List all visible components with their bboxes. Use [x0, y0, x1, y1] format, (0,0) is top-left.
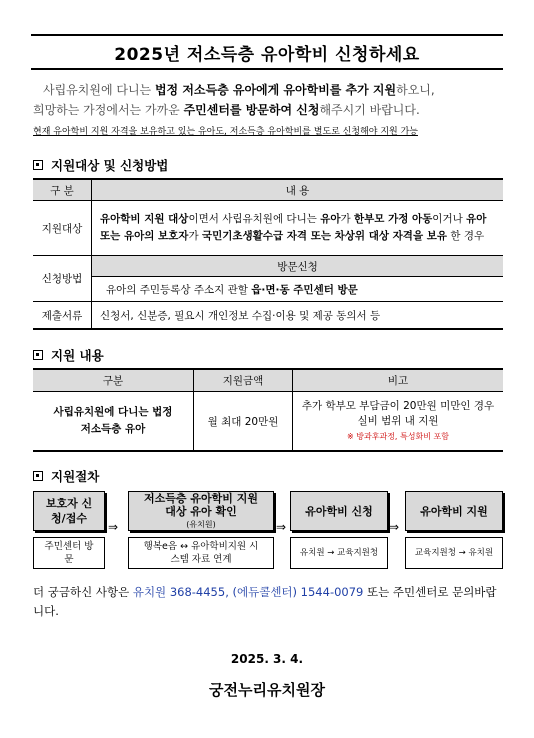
intro-paragraph — [33, 80, 505, 120]
page-title: 2025년 저소득층 유아학비 신청하세요 — [114, 44, 420, 65]
remark-note: ※ 방과후과정, 특성화비 포함 — [347, 431, 449, 441]
intro-note: 현재 유아학비 지원 자격을 보유하고 있는 유아도, 저소득층 유아학비를 별도로 신청해야 지원 가능 — [33, 127, 418, 137]
step-title-note: (유치원) — [186, 519, 216, 529]
table-header-cell: 구분 — [33, 369, 194, 392]
step-1-box — [33, 491, 105, 531]
step-3-box — [290, 491, 388, 531]
remark-text: 추가 학부모 부담금이 20만원 미만인 경우 실비 범위 내 지원 — [301, 399, 495, 427]
table-header-cell: 비고 — [293, 369, 504, 392]
intro-text: 희망하는 가정에서는 가까운 — [33, 103, 184, 117]
eligibility-table — [33, 178, 503, 330]
row-label: 지원대상 — [33, 201, 92, 256]
step-title: 저소득층 유아학비 지원 대상 유아 확인 — [144, 491, 258, 518]
intro-emphasis: 법정 저소득층 유아에게 유아학비를 추가 지원 — [154, 83, 397, 97]
square-bullet-icon — [33, 160, 43, 170]
support-target: 사립유치원에 다니는 법정 저소득층 유아 — [33, 392, 194, 452]
table-header-cell: 내 용 — [92, 179, 504, 201]
section-title: 지원절차 — [51, 469, 100, 484]
contact-text: 또는 주민센터로 문의바랍니다. — [33, 585, 497, 618]
support-amount: 월 최대 20만원 — [194, 392, 293, 452]
contact-phone: 유치원 368-4455, (에듀콜센터) 1544-0079 — [132, 585, 364, 599]
signature: 궁전누리유치원장 — [209, 681, 325, 699]
flow-arrow-icon: ⇒ — [389, 520, 400, 534]
step-3-detail: 유치원 → 교육지원청 — [290, 537, 388, 569]
intro-text: 사립유치원에 다니는 — [43, 83, 155, 97]
intro-line-2 — [33, 100, 505, 120]
title-banner — [31, 34, 503, 70]
contact-paragraph — [33, 583, 505, 621]
step-4-detail: 교육지원청 → 유치원 — [405, 537, 503, 569]
flow-arrow-icon: ⇒ — [108, 520, 119, 534]
step-4-box — [405, 491, 503, 531]
table-header-cell: 지원금액 — [194, 369, 293, 392]
step-title: 유아학비 신청 — [305, 505, 373, 518]
intro-text: 해주시기 바랍니다. — [319, 103, 420, 117]
support-table — [33, 368, 503, 452]
step-1-detail: 주민센터 방문 — [33, 537, 105, 569]
intro-line-1 — [33, 80, 505, 100]
table-header-cell: 구 분 — [33, 179, 92, 201]
method-content: 유아의 주민등록상 주소지 관할 읍·면·동 주민센터 방문 — [92, 277, 504, 302]
square-bullet-icon — [33, 471, 43, 481]
step-title: 보호자 신청/접수 — [45, 497, 93, 525]
intro-emphasis: 주민센터를 방문하여 신청 — [183, 103, 320, 117]
section-heading-support — [33, 346, 104, 364]
section-heading-procedure — [33, 467, 99, 485]
support-remark — [293, 392, 504, 452]
issue-date: 2025. 3. 4. — [230, 652, 304, 666]
square-bullet-icon — [33, 350, 43, 360]
intro-text: 하오니, — [396, 83, 435, 97]
eligibility-content: 유아학비 지원 대상이면서 사립유치원에 다니는 유아가 한부모 가정 아동이거나 유아 또는 유아의 보호자가 국민기초생활수급 자격 또는 차상위 대상 자격을 보유 한 경우 — [92, 201, 504, 256]
flow-arrow-icon: ⇒ — [276, 520, 287, 534]
row-label: 제출서류 — [33, 302, 92, 330]
row-label: 신청방법 — [33, 256, 92, 302]
step-2-detail: 행복e음 ↔ 유아학비지원 시스템 자료 연계 — [128, 537, 274, 569]
section-title: 지원 내용 — [51, 348, 104, 363]
contact-text: 더 궁금하신 사항은 — [33, 585, 133, 599]
step-title: 유아학비 지원 — [420, 505, 488, 518]
step-2-box — [128, 491, 274, 531]
section-heading-eligibility — [33, 156, 168, 174]
method-subheader: 방문신청 — [92, 256, 504, 277]
documents-content: 신청서, 신분증, 필요시 개인정보 수집·이용 및 제공 동의서 등 — [92, 302, 504, 330]
section-title: 지원대상 및 신청방법 — [51, 158, 169, 173]
